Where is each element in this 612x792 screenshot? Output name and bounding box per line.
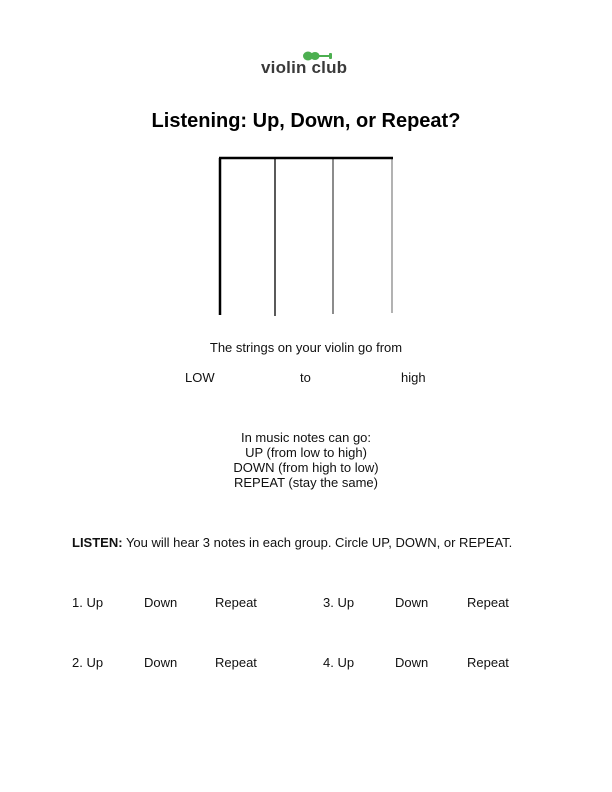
notes-intro: In music notes can go: xyxy=(240,430,372,445)
question-4-down[interactable]: Down xyxy=(395,655,429,670)
note-up: UP (from low to high) xyxy=(245,445,367,460)
listen-label: LISTEN: xyxy=(72,535,123,550)
question-2-number: 2. Up xyxy=(72,655,104,670)
question-4-number: 4. Up xyxy=(323,655,355,670)
note-down: DOWN (from high to low) xyxy=(233,460,379,475)
page-title: Listening: Up, Down, or Repeat? xyxy=(151,110,461,132)
question-4-up[interactable]: Up xyxy=(337,655,355,670)
range-low: LOW xyxy=(185,370,215,385)
question-1-repeat[interactable]: Repeat xyxy=(215,595,257,610)
strings-text: The strings on your violin go from xyxy=(209,340,403,355)
question-3-repeat[interactable]: Repeat xyxy=(467,595,509,610)
question-2-down[interactable]: Down xyxy=(144,655,178,670)
question-2-up[interactable]: Up xyxy=(86,655,104,670)
question-3-number: 3. Up xyxy=(323,595,355,610)
question-3-down[interactable]: Down xyxy=(395,595,429,610)
logo xyxy=(256,50,356,80)
listen-instruction xyxy=(72,535,512,550)
question-2-repeat[interactable]: Repeat xyxy=(215,655,257,670)
note-repeat: REPEAT (stay the same) xyxy=(233,475,378,490)
question-1-number: 1. Up xyxy=(72,595,104,610)
listen-text: You will hear 3 notes in each group. Circle UP, DOWN, or REPEAT. xyxy=(125,535,513,550)
question-1-up[interactable]: Up xyxy=(86,595,104,610)
range-to: to xyxy=(300,370,311,385)
question-4-repeat[interactable]: Repeat xyxy=(467,655,509,670)
logo-text: violin club xyxy=(261,58,348,77)
question-3-up[interactable]: Up xyxy=(337,595,355,610)
question-1-down[interactable]: Down xyxy=(144,595,178,610)
violin-strings-diagram xyxy=(217,156,397,318)
range-high: high xyxy=(401,370,426,385)
